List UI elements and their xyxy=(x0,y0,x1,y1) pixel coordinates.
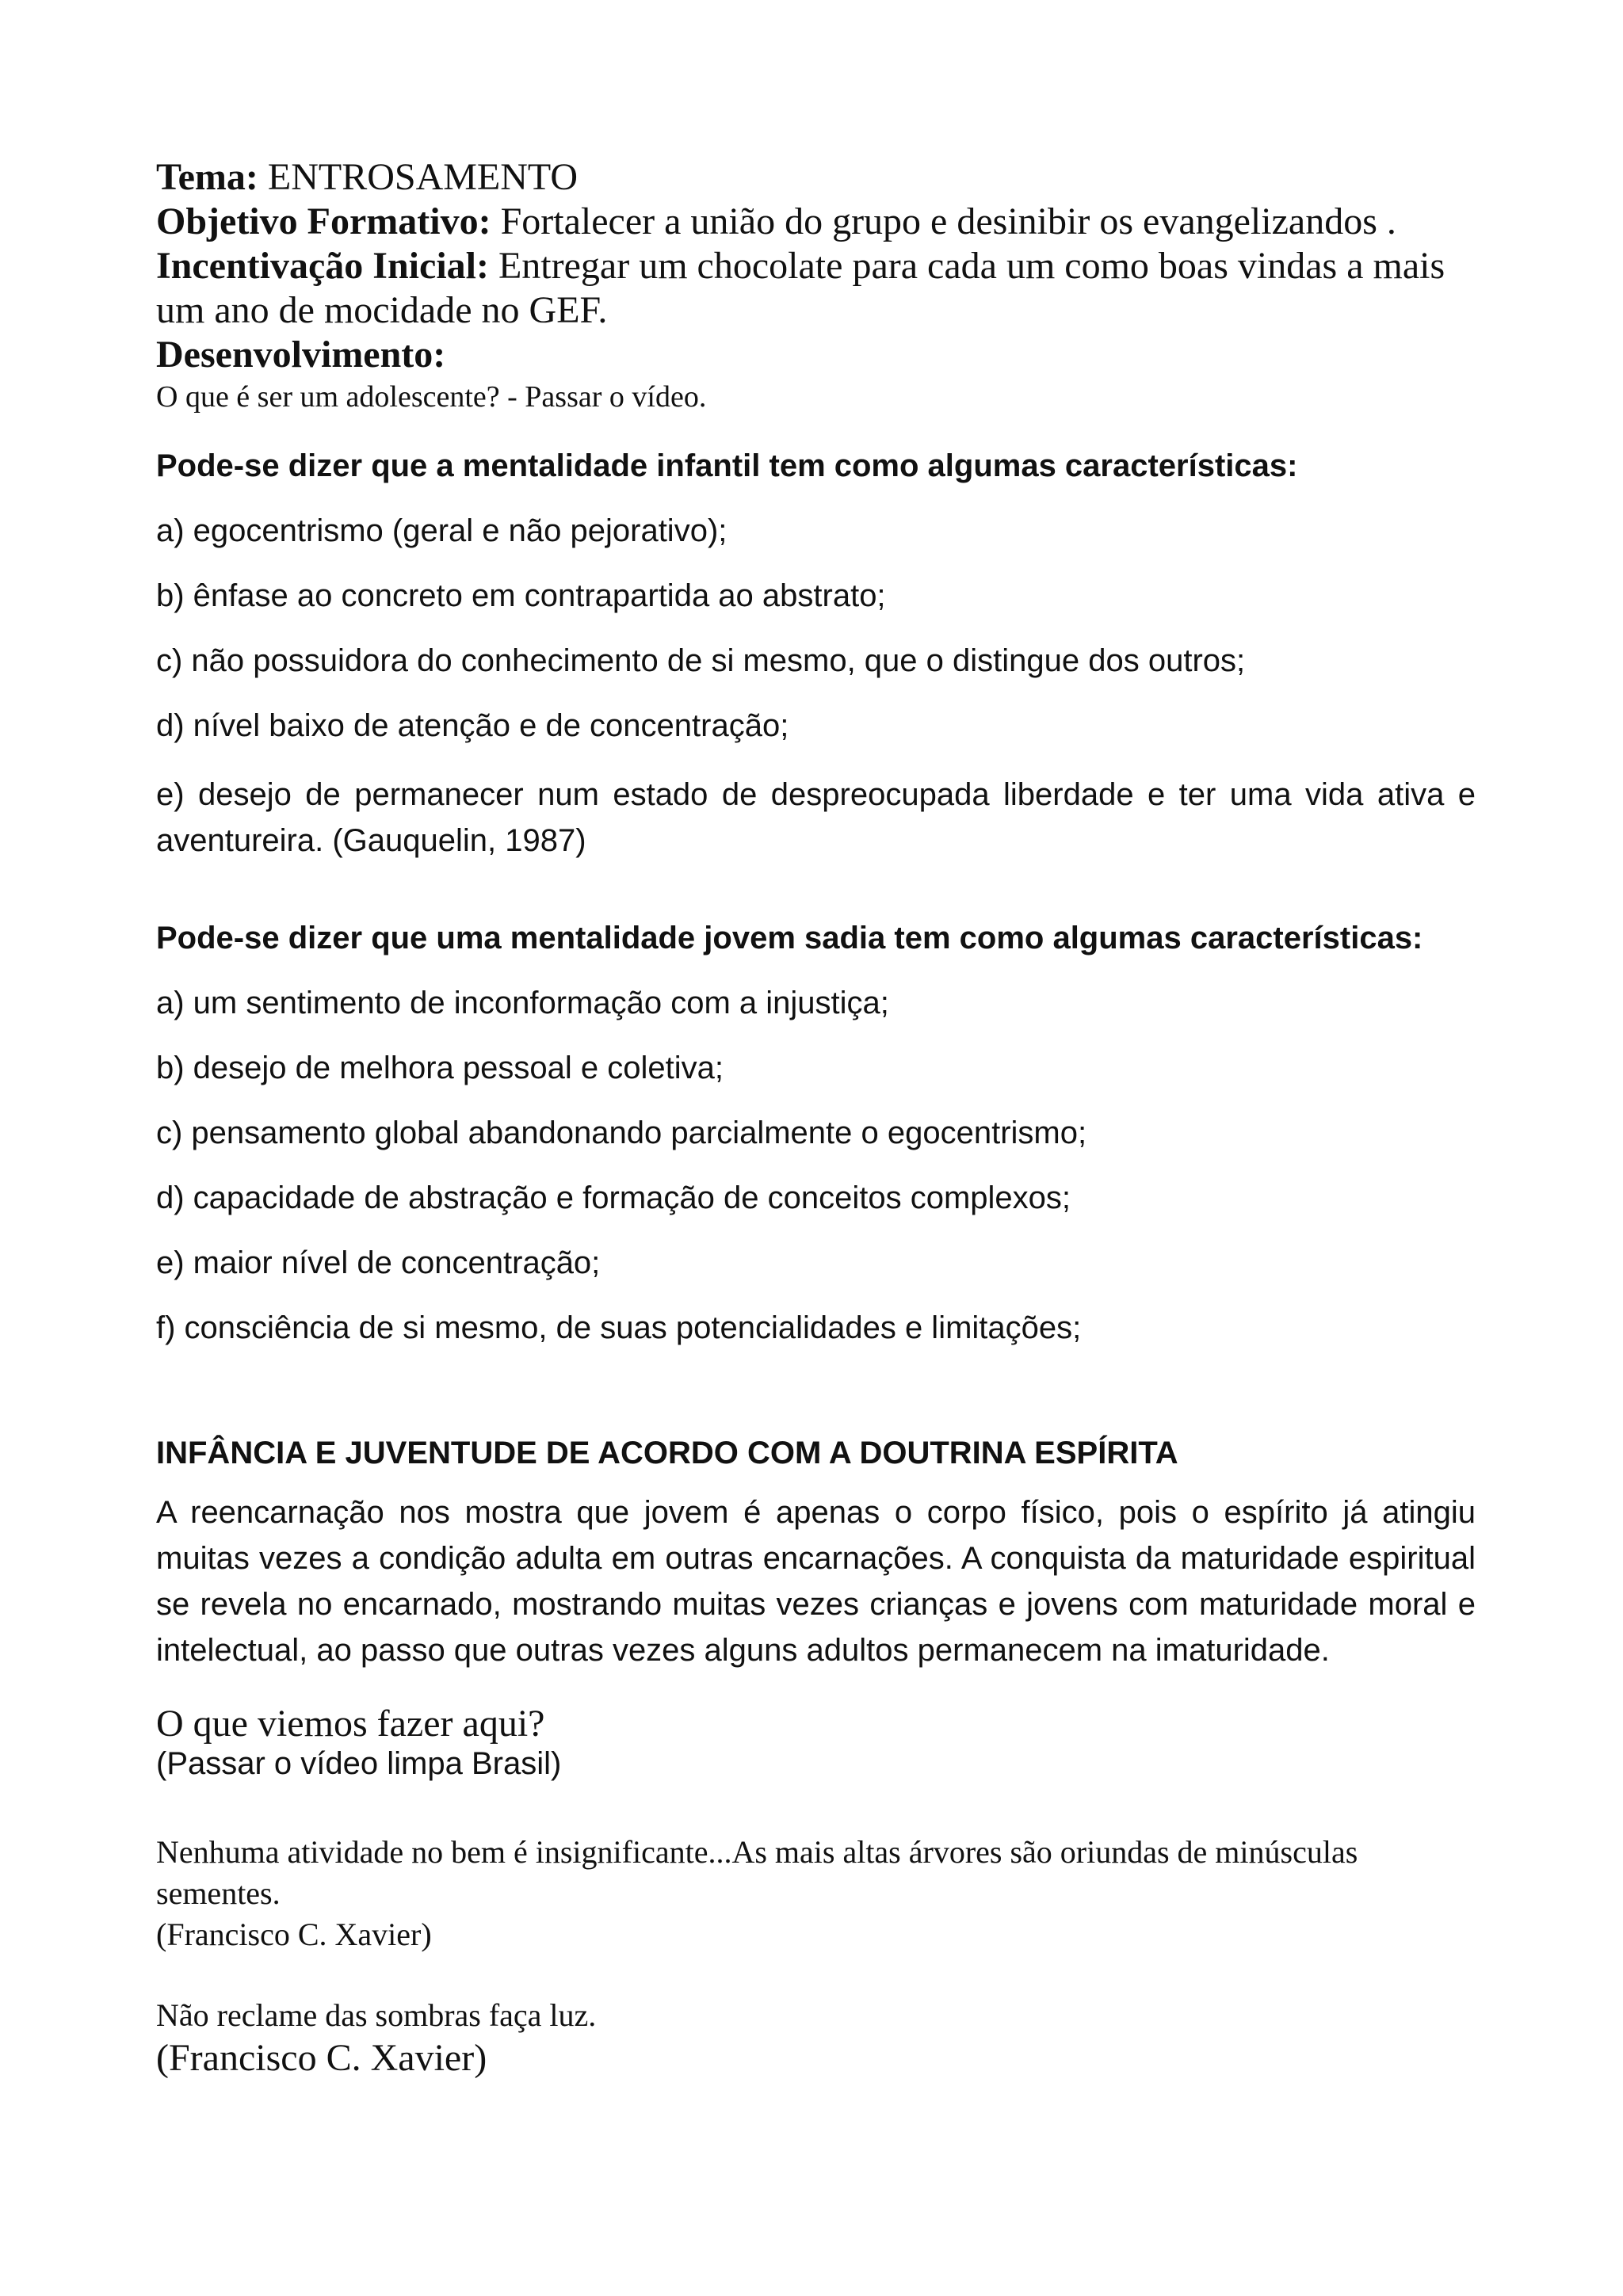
doutrina-heading: INFÂNCIA E JUVENTUDE DE ACORDO COM A DOUTRINA ESPÍRITA xyxy=(156,1436,1178,1470)
jovem-item-d: d) capacidade de abstração e formação de conceitos complexos; xyxy=(156,1180,1071,1215)
jovem-item-b: b) desejo de melhora pessoal e coletiva; xyxy=(156,1051,724,1085)
jovem-heading: Pode-se dizer que uma mentalidade jovem sadia tem como algumas características: xyxy=(156,921,1423,955)
infantil-item-d: d) nível baixo de atenção e de concentração; xyxy=(156,708,789,743)
tema-value: ENTROSAMENTO xyxy=(267,156,579,198)
infantil-item-e: e) desejo de permanecer num estado de despreocupada liberdade e ter uma vida ativa e aventureira. (Gauquelin, 1987) xyxy=(156,777,1476,858)
desenvolvimento-line xyxy=(156,333,1476,377)
jovem-item-e: e) maior nível de concentração; xyxy=(156,1245,601,1280)
quote-2-author: (Francisco C. Xavier) xyxy=(156,2037,487,2079)
objetivo-label: Objetivo Formativo: xyxy=(156,200,491,242)
objetivo-value: Fortalecer a união do grupo e desinibir os evangelizandos . xyxy=(500,200,1396,242)
infantil-heading: Pode-se dizer que a mentalidade infantil tem como algumas características: xyxy=(156,448,1298,483)
closing-video-note: (Passar o vídeo limpa Brasil) xyxy=(156,1746,562,1781)
incentivacao-line xyxy=(156,244,1476,333)
jovem-item-f: f) consciência de si mesmo, de suas potencialidades e limitações; xyxy=(156,1310,1082,1345)
header-block xyxy=(156,155,1476,377)
jovem-item-c: c) pensamento global abandonando parcialmente o egocentrismo; xyxy=(156,1116,1087,1150)
doutrina-paragraph: A reencarnação nos mostra que jovem é apenas o corpo físico, pois o espírito já atingiu muitas vezes a condição adulta em outras encarnações. A conquista da maturidade espiritual se revela no encarnado, mostrando muitas vezes crianças e jovens com maturidade moral e intelectual, ao passo que outras vezes alguns adultos permanecem na imaturidade. xyxy=(156,1495,1476,1668)
desenvolvimento-label: Desenvolvimento: xyxy=(156,334,446,376)
document-page xyxy=(156,155,1476,2081)
infantil-item-b: b) ênfase ao concreto em contrapartida ao abstrato; xyxy=(156,578,886,613)
jovem-item-a: a) um sentimento de inconformação com a injustiça; xyxy=(156,986,889,1020)
infantil-item-c: c) não possuidora do conhecimento de si mesmo, que o distingue dos outros; xyxy=(156,643,1246,678)
closing-question: O que viemos fazer aqui? xyxy=(156,1703,545,1745)
incentivacao-value: Entregar um chocolate para cada um como boas vindas a mais um ano de mocidade no GEF. xyxy=(156,245,1445,331)
objetivo-line xyxy=(156,200,1476,244)
quote-1-author: (Francisco C. Xavier) xyxy=(156,1917,432,1952)
quote-1: Nenhuma atividade no bem é insignificante...As mais altas árvores são oriundas de minúsculas sementes. xyxy=(156,1834,1358,1911)
tema-line xyxy=(156,155,1476,200)
tema-label: Tema: xyxy=(156,156,258,198)
infantil-item-a: a) egocentrismo (geral e não pejorativo); xyxy=(156,513,727,548)
quote-2: Não reclame das sombras faça luz. xyxy=(156,1997,597,2033)
desenvolvimento-note: O que é ser um adolescente? - Passar o vídeo. xyxy=(156,380,707,414)
incentivacao-label: Incentivação Inicial: xyxy=(156,245,489,287)
